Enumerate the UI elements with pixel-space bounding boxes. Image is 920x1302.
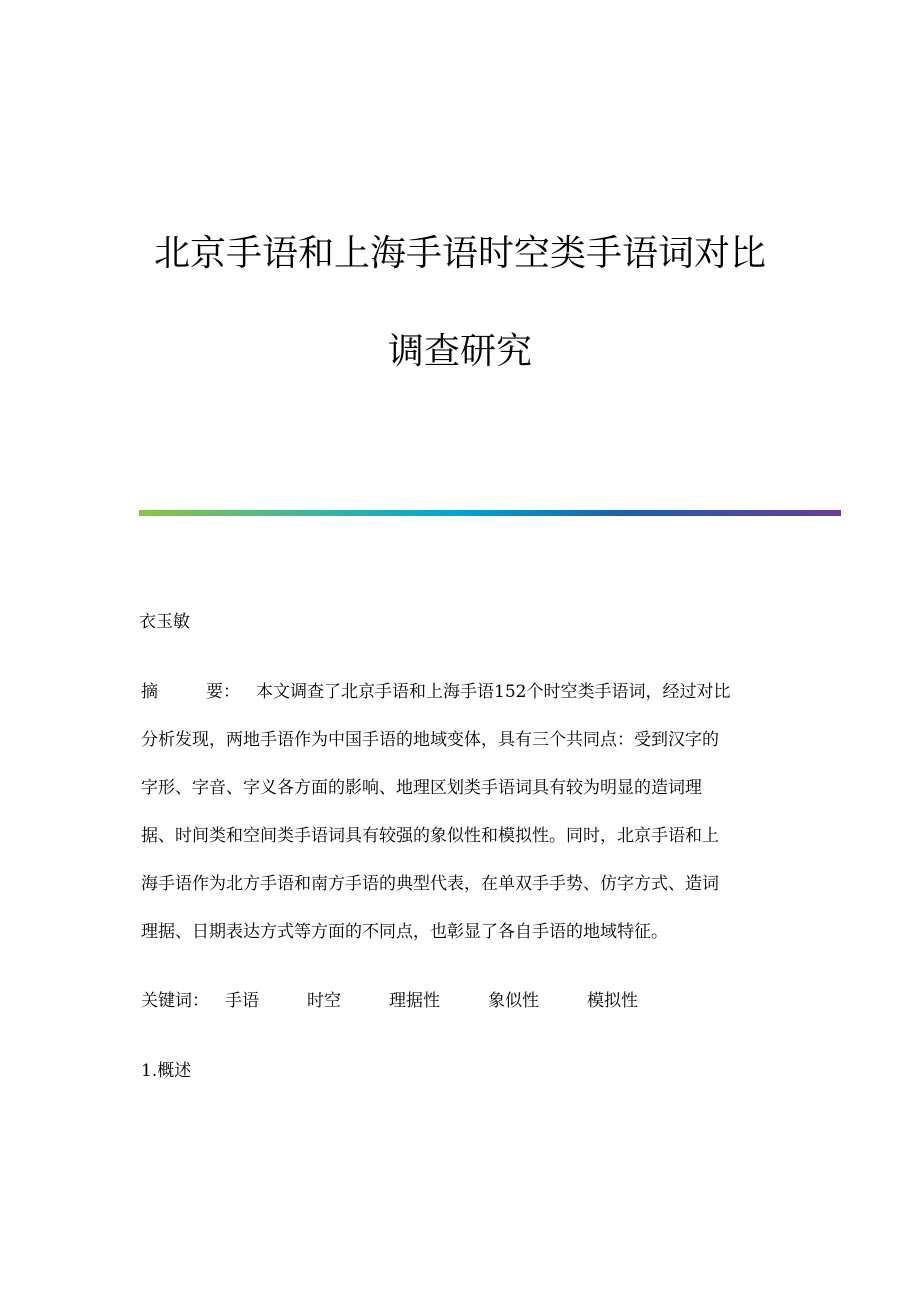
- paper-title-line-2: 调查研究: [387, 331, 532, 372]
- abstract-label-second: 要：: [206, 682, 240, 702]
- keywords-line: [141, 989, 638, 1013]
- abstract-line-2: 分析发现，两地手语作为中国手语的地域变体，具有三个共同点：受到汉字的: [141, 730, 719, 750]
- abstract-line-5: 海手语作为北方手语和南方手语的典型代表，在单双手手势、仿字方式、造词: [141, 874, 719, 894]
- abstract-line-6: 理据、日期表达方式等方面的不同点，也彰显了各自手语的地域特征。: [141, 922, 668, 942]
- paper-title-line-1: 北京手语和上海手语时空类手语词对比: [153, 233, 766, 274]
- keyword-item: 手语: [225, 991, 259, 1011]
- abstract-line-1: [141, 680, 730, 704]
- keyword-item: 模拟性: [587, 991, 638, 1011]
- keywords-label: 关键词：: [141, 991, 209, 1011]
- abstract-line-3: 字形、字音、字义各方面的影响、地理区划类手语词具有较为明显的造词理: [141, 778, 702, 798]
- author-name: 衣玉敏: [139, 612, 190, 632]
- keyword-item: 象似性: [488, 991, 539, 1011]
- gradient-divider: [139, 510, 841, 516]
- abstract-line-4: 据、时间类和空间类手语词具有较强的象似性和模拟性。同时，北京手语和上: [141, 826, 719, 846]
- section-heading: 1.概述: [141, 1061, 192, 1081]
- abstract-label-first: 摘: [141, 682, 158, 702]
- abstract-text: 本文调查了北京手语和上海手语152个时空类手语词，经过对比: [256, 682, 731, 702]
- keyword-item: 理据性: [389, 991, 440, 1011]
- keyword-item: 时空: [307, 991, 341, 1011]
